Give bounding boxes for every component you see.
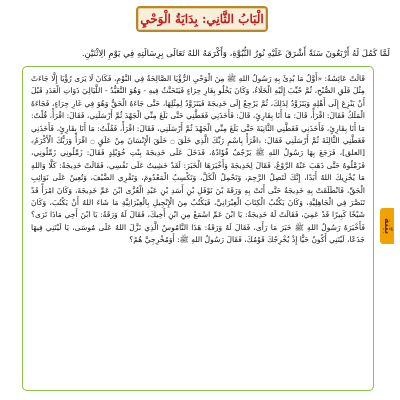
section-side-tab[interactable] — [380, 208, 394, 244]
hadith-content — [31, 73, 365, 384]
hadith-text-box — [22, 66, 374, 391]
side-tab-label: بيِّنة — [382, 217, 392, 235]
chapter-title-banner — [136, 6, 268, 32]
chapter-title: الْبَابُ الثَّانِي: بِدَايَةُ الْوَحْيِ — [140, 12, 264, 26]
intro-text: لَمَّا كَمُلَ لَهُ أَرْبَعُونَ سَنَةً أَشْرَقَ عَلَيْهِ نُورُ النُّبُوَّةِ، وَأَكْرَمَهُ اللهُ تَعَالَى بِرِسَالَتِهِ فِي يَوْمِ الِاثْنَيْنِ. — [81, 48, 390, 59]
hadith-paragraph: قَالَتْ عَائِشَةُ: «أَوَّلُ مَا بُدِئَ بِهِ رَسُولُ اللهِ ﷺ مِنَ الْوَحْيِ الرُّؤْيَا الصَّالِحَةُ فِي النَّوْمِ، فَكَانَ لَا يَرَى رُؤْيَا إِلَّا جَاءَتْ مِثْلَ فَلَقِ الصُّبْحِ، ثُمَّ حُبِّبَ إِلَيْهِ الْخَلَاءُ، وَكَانَ يَخْلُو بِغَارِ حِرَاءٍ فَيَتَحَنَّثُ فِيهِ - وَهُوَ التَّعَبُّدُ - اللَّيَالِيَ ذَوَاتِ الْعَدَدِ قَبْلَ أَنْ يَنْزِعَ إِلَى أَهْلِهِ وَيَتَزَوَّدُ لِذَلِكَ، ثُمَّ يَرْجِعُ إِلَى خَدِيجَةَ فَيَتَزَوَّدُ لِمِثْلِهَا، حَتَّى جَاءَهُ الْحَقُّ وَهُوَ فِي غَارِ حِرَاءٍ، فَجَاءَهُ الْمَلَكُ فَقَالَ: اقْرَأْ، قَالَ: مَا أَنَا بِقَارِئٍ، قَالَ: فَأَخَذَنِي فَغَطَّنِي حَتَّى بَلَغَ مِنِّي الْجَهْدَ ثُمَّ أَرْسَلَنِي، فَقَالَ: اقْرَأْ، قُلْتُ: مَا أَنَا بِقَارِئٍ، فَأَخَذَنِي فَغَطَّنِي الثَّانِيَةَ حَتَّى بَلَغَ مِنِّي الْجَهْدَ ثُمَّ أَرْسَلَنِي، فَقَالَ: اقْرَأْ، فَقُلْتُ: مَا أَنَا بِقَارِئٍ، فَأَخَذَنِي فَغَطَّنِي الثَّالِثَةَ ثُمَّ أَرْسَلَنِي فَقَالَ: ﴿اقْرَأْ بِاسْمِ رَبِّكَ الَّذِي خَلَقَ ۝ خَلَقَ الْإِنْسَانَ مِنْ عَلَقٍ ۝ اقْرَأْ وَرَبُّكَ الْأَكْرَمُ﴾ [العلق]، فَرَجَعَ بِهَا رَسُولُ اللهِ ﷺ يَرْجُفُ فُؤَادُهُ، فَدَخَلَ عَلَى خَدِيجَةَ بِنْتِ خُوَيْلِدٍ فَقَالَ: زَمِّلُونِي زَمِّلُونِي، فَزَمَّلُوهُ حَتَّى ذَهَبَ عَنْهُ الرَّوْعُ، فَقَالَ لِخَدِيجَةَ وَأَخْبَرَهَا الْخَبَرَ: لَقَدْ خَشِيتُ عَلَى نَفْسِي، فَقَالَتْ خَدِيجَةُ: كَلَّا وَاللهِ مَا يُخْزِيكَ اللهُ أَبَدًا، إِنَّكَ لَتَصِلُ الرَّحِمَ، وَتَحْمِلُ الْكَلَّ، وَتَكْسِبُ الْمَعْدُومَ، وَتَقْرِي الضَّيْفَ، وَتُعِينُ عَلَى نَوَائِبِ الْحَقِّ، فَانْطَلَقَتْ بِهِ خَدِيجَةُ حَتَّى أَتَتْ بِهِ وَرَقَةَ بْنَ نَوْفَلِ بْنِ أَسَدِ بْنِ عَبْدِ الْعُزَّى ابْنَ عَمِّ خَدِيجَةَ، وَكَانَ امْرَأً قَدْ تَنَصَّرَ فِي الْجَاهِلِيَّةِ، وَكَانَ يَكْتُبُ الْكِتَابَ الْعِبْرَانِيَّ، فَيَكْتُبُ مِنَ الْإِنْجِيلِ بِالْعِبْرَانِيَّةِ مَا شَاءَ اللهُ أَنْ يَكْتُبَ، وَكَانَ شَيْخًا كَبِيرًا قَدْ عَمِيَ، فَقَالَتْ لَهُ خَدِيجَةُ: يَا ابْنَ عَمِّ اسْمَعْ مِنِ ابْنِ أَخِيكَ، فَقَالَ لَهُ وَرَقَةُ: يَا ابْنَ أَخِي مَاذَا تَرَى؟ فَأَخْبَرَهُ رَسُولُ اللهِ ﷺ خَبَرَ مَا رَأَى، فَقَالَ لَهُ وَرَقَةُ: هَذَا النَّامُوسُ الَّذِي نَزَّلَ اللهُ عَلَى مُوسَى، يَا لَيْتَنِي فِيهَا جَذَعًا، لَيْتَنِي أَكُونُ حَيًّا إِذْ يُخْرِجُكَ قَوْمُكَ، فَقَالَ رَسُولُ اللهِ ﷺ: أَوَمُخْرِجِيَّ هُمْ؟ — [31, 74, 365, 245]
